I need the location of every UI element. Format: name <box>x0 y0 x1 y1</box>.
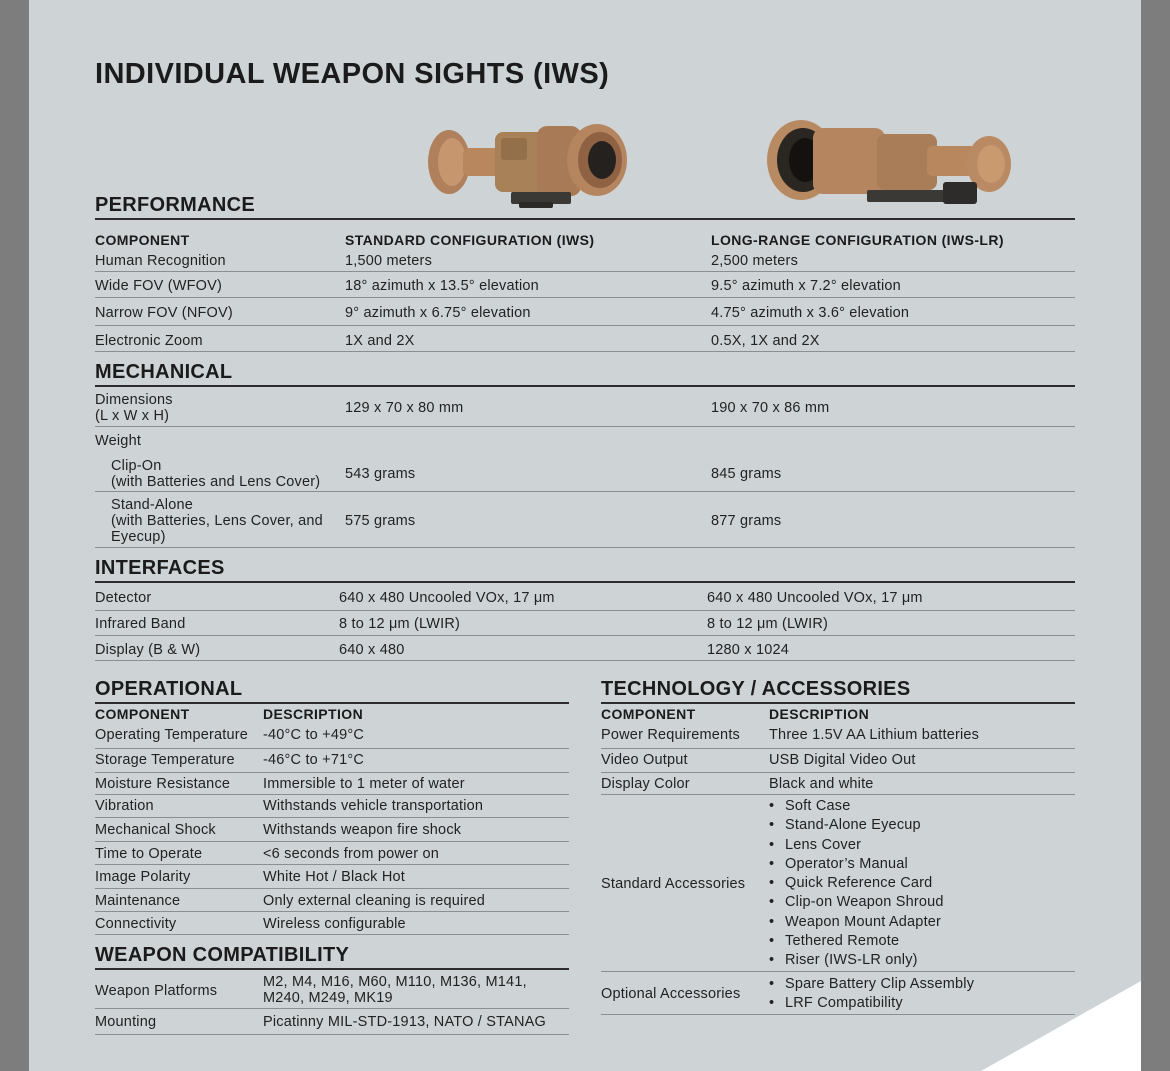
list-item: • Riser (IWS-LR only) <box>769 951 944 970</box>
table-row: Human Recognition 1,500 meters 2,500 meters <box>95 250 1075 272</box>
list-item: • Stand-Alone Eyecup <box>769 816 944 835</box>
table-row: Narrow FOV (NFOV) 9° azimuth x 6.75° elevation 4.75° azimuth x 3.6° elevation <box>95 297 1075 326</box>
optional-accessories-list <box>769 975 974 1014</box>
table-row: Time to Operate <6 seconds from power on <box>95 841 569 865</box>
table-row: Detector 640 x 480 Uncooled VOx, 17 μm 640 x 480 Uncooled VOx, 17 μm <box>95 584 1075 611</box>
table-row: Vibration Withstands vehicle transportation <box>95 794 569 818</box>
technology-header: COMPONENT DESCRIPTION <box>601 706 870 722</box>
operational-header: COMPONENT DESCRIPTION <box>95 706 364 722</box>
list-item: • Weapon Mount Adapter <box>769 913 944 932</box>
table-row: Wide FOV (WFOV) 18° azimuth x 13.5° elevation 9.5° azimuth x 7.2° elevation <box>95 271 1075 298</box>
section-weapon-compatibility: WEAPON COMPATIBILITY <box>95 944 569 970</box>
list-item: • LRF Compatibility <box>769 994 974 1013</box>
table-row: Moisture Resistance Immersible to 1 meter of water <box>95 772 569 795</box>
col-standard: STANDARD CONFIGURATION (IWS) <box>345 232 595 248</box>
table-row: Electronic Zoom 1X and 2X 0.5X, 1X and 2X <box>95 325 1075 352</box>
table-row: Optional Accessories • Spare Battery Clip Assembly • LRF Compatibility <box>601 971 1075 1015</box>
table-row: Image Polarity White Hot / Black Hot <box>95 864 569 889</box>
section-performance: PERFORMANCE <box>95 194 1075 220</box>
table-row: Weight <box>95 433 142 449</box>
table-row: Storage Temperature -46°C to +71°C <box>95 748 569 773</box>
table-row: Mechanical Shock Withstands weapon fire shock <box>95 817 569 842</box>
list-item: • Lens Cover <box>769 836 944 855</box>
table-row: Infrared Band 8 to 12 μm (LWIR) 8 to 12 μm (LWIR) <box>95 610 1075 636</box>
standard-accessories-list <box>769 797 944 971</box>
table-row: Power Requirements Three 1.5V AA Lithium batteries <box>601 723 1075 749</box>
table-row: Display Color Black and white <box>601 772 1075 795</box>
table-row: Maintenance Only external cleaning is required <box>95 888 569 912</box>
table-row: Stand-Alone (with Batteries, Lens Cover, and Eyecup) 575 grams 877 grams <box>95 491 1075 548</box>
table-row: Standard Accessories • Soft Case • Stand-Alone Eyecup • Lens Cover • Operator’s Manual • Quick Reference Card • Clip-on Weapon Shroud • Weapon Mount Adapter • Tethered Remote • Riser (IWS-LR only) <box>601 794 1075 972</box>
table-row: Operating Temperature -40°C to +49°C <box>95 723 569 749</box>
table-row: Weapon Platforms M2, M4, M16, M60, M110, M136, M141, M240, M249, MK19 <box>95 970 569 1009</box>
section-interfaces: INTERFACES <box>95 557 1075 583</box>
table-row: Connectivity Wireless configurable <box>95 911 569 935</box>
table-row: Mounting Picatinny MIL-STD-1913, NATO / STANAG <box>95 1008 569 1035</box>
list-item: • Spare Battery Clip Assembly <box>769 975 974 994</box>
list-item: • Quick Reference Card <box>769 874 944 893</box>
list-item: • Clip-on Weapon Shroud <box>769 893 944 912</box>
section-technology: TECHNOLOGY / ACCESSORIES <box>601 678 1075 704</box>
col-component: COMPONENT <box>95 232 190 248</box>
page-title: INDIVIDUAL WEAPON SIGHTS (IWS) <box>95 58 610 90</box>
table-row: Clip-On (with Batteries and Lens Cover) 543 grams 845 grams <box>95 456 1075 492</box>
col-long-range: LONG-RANGE CONFIGURATION (IWS-LR) <box>711 232 1004 248</box>
section-operational: OPERATIONAL <box>95 678 569 704</box>
table-row: Display (B & W) 640 x 480 1280 x 1024 <box>95 635 1075 661</box>
list-item: • Soft Case <box>769 797 944 816</box>
list-item: • Operator’s Manual <box>769 855 944 874</box>
table-row: Dimensions (L x W x H) 129 x 70 x 80 mm 190 x 70 x 86 mm <box>95 388 1075 427</box>
section-mechanical: MECHANICAL <box>95 361 1075 387</box>
spec-sheet <box>29 0 1141 1071</box>
list-item: • Tethered Remote <box>769 932 944 951</box>
performance-header <box>95 230 1075 250</box>
table-row: Video Output USB Digital Video Out <box>601 748 1075 773</box>
